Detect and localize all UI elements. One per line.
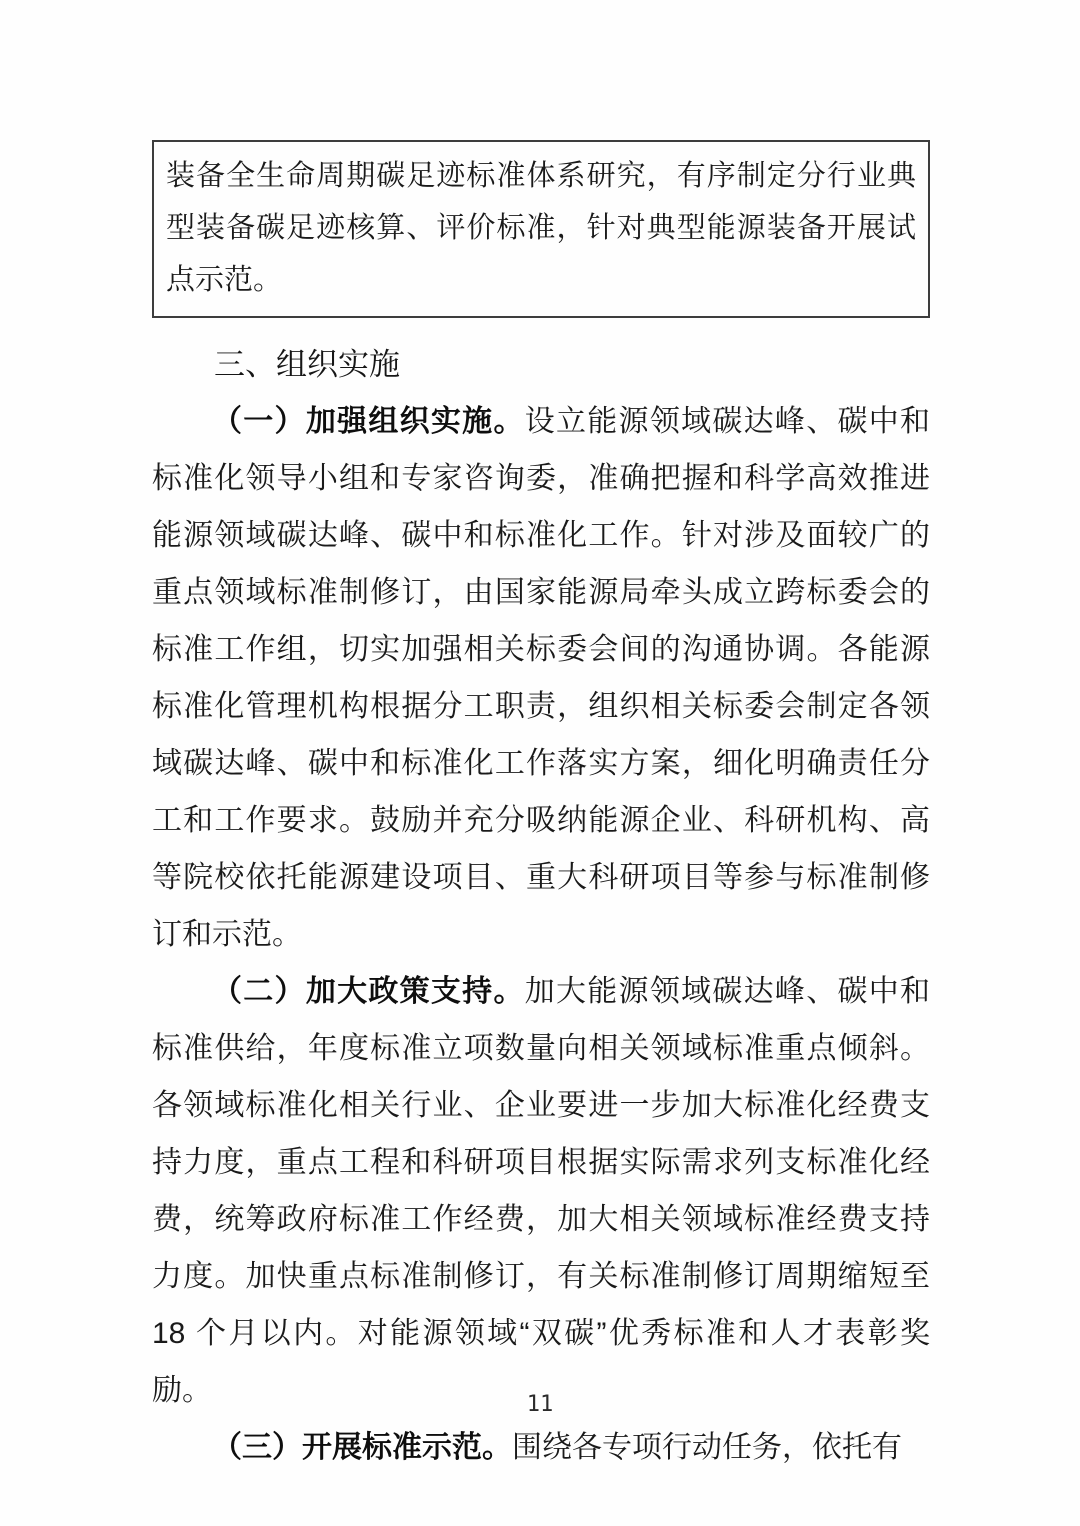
paragraph-2 (152, 963, 930, 1419)
paragraph-3-body: 围绕各专项行动任务，依托有 (512, 1431, 902, 1464)
paragraph-1-body: 设立能源领域碳达峰、碳中和标准化领导小组和专家咨询委，准确把握和科学高效推进能源领域碳达峰、碳中和标准化工作。针对涉及面较广的重点领域标准制修订，由国家能源局牵头成立跨标委会的标准工作组，切实加强相关标委会间的沟通协调。各能源标准化管理机构根据分工职责，组织相关标委会制定各领域碳达峰、碳中和标准化工作落实方案，细化明确责任分工和工作要求。鼓励并充分吸纳能源企业、科研机构、高等院校依托能源建设项目、重大科研项目等参与标准制修订和示范。 (152, 405, 931, 951)
paragraph-2-body: 加大能源领域碳达峰、碳中和标准供给，年度标准立项数量向相关领域标准重点倾斜。各领域标准化相关行业、企业要进一步加大标准化经费支持力度，重点工程和科研项目根据实际需求列支标准化经费，统筹政府标准工作经费，加大相关领域标准经费支持力度。加快重点标准制修订，有关标准制修订周期缩短至 18 个月以内。对能源领域“双碳”优秀标准和人才表彰奖励。 (152, 975, 931, 1407)
boxed-note (152, 140, 930, 318)
paragraph-2-lead: （二）加大政策支持。 (212, 975, 525, 1008)
section-heading: 三、组织实施 (214, 347, 400, 382)
boxed-note-text: 装备全生命周期碳足迹标准体系研究，有序制定分行业典型装备碳足迹核算、评价标准，针对典型能源装备开展试点示范。 (166, 160, 916, 296)
page-number: 11 (526, 1392, 554, 1417)
paragraph-1-lead: （一）加强组织实施。 (212, 405, 525, 438)
paragraph-1 (152, 393, 930, 963)
document-content (152, 140, 930, 1476)
paragraph-3-lead: （三）开展标准示范。 (212, 1431, 512, 1464)
paragraph-3 (152, 1419, 930, 1476)
